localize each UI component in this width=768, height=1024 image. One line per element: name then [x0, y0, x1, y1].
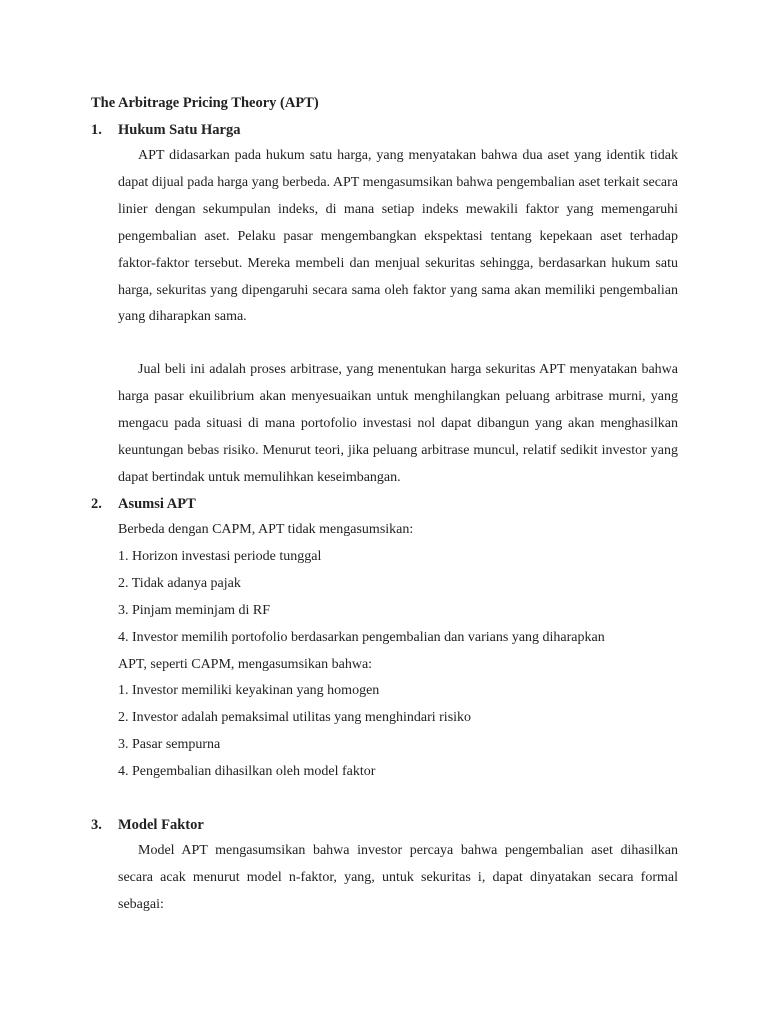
list-item: 2. Investor adalah pemaksimal utilitas yang menghindari risiko — [118, 710, 472, 725]
list-line: APT, seperti CAPM, mengasumsikan bahwa: — [118, 657, 373, 672]
section-title: Asumsi APT — [118, 496, 196, 512]
section-number: 1. — [91, 122, 102, 138]
list-line: Berbeda dengan CAPM, APT tidak mengasumsikan: — [118, 522, 414, 537]
list-item: 1. Investor memiliki keyakinan yang homogen — [118, 683, 380, 698]
list-item: 3. Pinjam meminjam di RF — [118, 603, 271, 618]
list-item: 2. Tidak adanya pajak — [118, 576, 241, 591]
document-title: The Arbitrage Pricing Theory (APT) — [91, 95, 319, 111]
paragraph: APT didasarkan pada hukum satu harga, yang menyatakan bahwa dua aset yang identik tidak dapat dijual pada harga yang berbeda. APT mengasumsikan bahwa pengembalian aset terkait secara linier dengan sekumpulan indeks, di mana setiap indeks mewakili faktor yang memengaruhi pengembalian aset. Pelaku pasar mengembangkan ekspektasi tentang kepekaan aset terhadap faktor-faktor tersebut. Mereka membeli dan menjual sekuritas sehingga, berdasarkan hukum satu harga, sekuritas yang dipengaruhi secara sama oleh faktor yang sama akan memiliki pengembalian yang diharapkan sama. — [118, 148, 678, 325]
section-heading-asumsi-apt — [91, 494, 196, 514]
section-number: 3. — [91, 817, 102, 833]
list-item: 4. Investor memilih portofolio berdasarkan pengembalian dan varians yang diharapkan — [118, 630, 605, 645]
list-item: 3. Pasar sempurna — [118, 737, 221, 752]
list-item: 1. Horizon investasi periode tunggal — [118, 549, 322, 564]
section-title: Model Faktor — [118, 817, 204, 833]
paragraph: Model APT mengasumsikan bahwa investor percaya bahwa pengembalian aset dihasilkan secara acak menurut model n-faktor, yang, untuk sekuritas i, dapat dinyatakan secara formal sebagai: — [118, 843, 678, 912]
section-title: Hukum Satu Harga — [118, 122, 241, 138]
paragraph: Jual beli ini adalah proses arbitrase, yang menentukan harga sekuritas APT menyatakan bahwa harga pasar ekuilibrium akan menyesuaikan untuk menghilangkan peluang arbitrase murni, yang mengacu pada situasi di mana portofolio investasi nol dapat dibangun yang akan menghasilkan keuntungan bebas risiko. Menurut teori, jika peluang arbitrase muncul, relatif sedikit investor yang dapat bertindak untuk memulihkan keseimbangan. — [118, 362, 678, 485]
section-heading-model-faktor — [91, 815, 204, 835]
section-heading-hukum-satu-harga — [91, 120, 240, 140]
list-item: 4. Pengembalian dihasilkan oleh model faktor — [118, 764, 376, 779]
section-number: 2. — [91, 496, 102, 512]
